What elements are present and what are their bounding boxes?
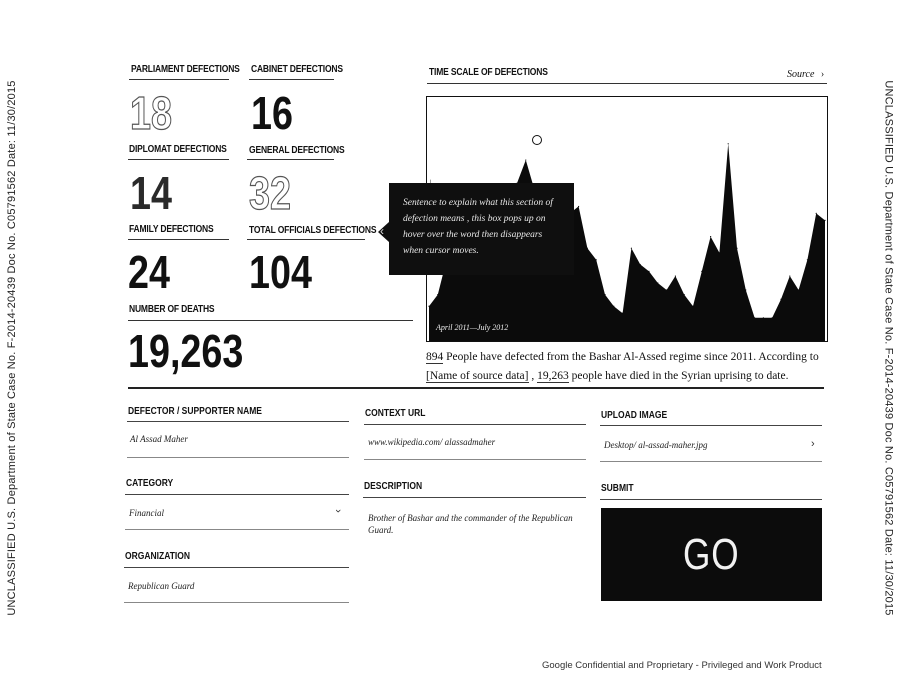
divider [129, 79, 229, 80]
divider [600, 499, 822, 500]
data-point [437, 294, 438, 295]
divider [127, 421, 349, 422]
data-point [684, 294, 685, 295]
field-underline [600, 461, 822, 462]
divider [249, 79, 334, 80]
data-point [719, 252, 720, 253]
field-underline [124, 602, 349, 603]
divider [364, 424, 586, 425]
data-point [754, 317, 755, 318]
submit-label: SUBMIT [601, 483, 634, 494]
go-button-label: GO [683, 529, 740, 579]
data-point [622, 313, 623, 314]
data-point [613, 306, 614, 307]
data-point [657, 282, 658, 283]
context-url-label: CONTEXT URL [365, 408, 426, 419]
divider [247, 239, 365, 240]
chevron-down-icon[interactable]: › [331, 509, 344, 513]
diplomat-defections-label: DIPLOMAT DEFECTIONS [129, 144, 227, 155]
divider [124, 567, 349, 568]
data-point [648, 271, 649, 272]
organization-label: ORGANIZATION [125, 551, 191, 562]
footer-confidential: Google Confidential and Proprietary - Privileged and Work Product [542, 660, 822, 671]
upload-image-label: UPLOAD IMAGE [601, 410, 668, 421]
summary-paragraph [426, 348, 828, 386]
data-point [710, 236, 711, 237]
field-underline [127, 457, 349, 458]
data-point [701, 271, 702, 272]
source-link-label: Source [787, 69, 815, 80]
description-field[interactable]: Brother of Bashar and the commander of the Republican Guard. [368, 513, 573, 535]
parliament-defections-value: 18 [130, 87, 172, 139]
chevron-right-icon: › [820, 69, 825, 80]
chart-title: TIME SCALE OF DEFECTIONS [429, 67, 548, 78]
number-of-deaths-value: 19,263 [128, 325, 244, 377]
data-point [596, 259, 597, 260]
divider [600, 425, 822, 426]
data-point [428, 306, 429, 307]
data-point [728, 143, 729, 144]
number-of-deaths-label: NUMBER OF DEATHS [129, 304, 215, 315]
divider [427, 83, 827, 84]
data-point [780, 299, 781, 300]
defection-count[interactable]: 894 [426, 351, 444, 363]
source-link[interactable] [787, 69, 824, 80]
data-point [631, 248, 632, 249]
field-underline [364, 459, 586, 460]
data-point [745, 289, 746, 290]
divider [128, 320, 413, 321]
data-point [675, 275, 676, 276]
data-point [772, 317, 773, 318]
data-point [798, 289, 799, 290]
summary-text-2: people have died in the Syrian uprising to date. [571, 370, 789, 382]
date-range-label: April 2011—July 2012 [436, 323, 509, 332]
divider [247, 159, 334, 160]
classification-stamp-right: UNCLASSIFIED U.S. Department of State Case No. F-2014-20439 Doc No. C05791562 Date: 11/30/2015 [882, 80, 894, 616]
data-point [807, 259, 808, 260]
data-point [824, 220, 825, 221]
data-point [640, 264, 641, 265]
context-url-field[interactable]: www.wikipedia.com/ alassadmaher [368, 437, 496, 447]
total-officials-defections-label: TOTAL OFFICIALS DEFECTIONS [249, 225, 377, 236]
cabinet-defections-value: 16 [251, 87, 293, 139]
source-data-link[interactable]: [Name of source data] [426, 370, 529, 382]
data-point [736, 248, 737, 249]
data-point [604, 294, 605, 295]
upload-image-field[interactable]: Desktop/ al-assad-maher.jpg [604, 440, 708, 450]
parliament-defections-label: PARLIAMENT DEFECTIONS [131, 64, 240, 75]
divider [128, 159, 229, 160]
cabinet-defections-label: CABINET DEFECTIONS [251, 64, 343, 75]
general-defections-label: GENERAL DEFECTIONS [249, 145, 345, 156]
chevron-left-icon: ‹ [380, 224, 384, 238]
classification-stamp-left: UNCLASSIFIED U.S. Department of State Case No. F-2014-20439 Doc No. C05791562 Date: 11/30/2015 [6, 80, 18, 616]
data-point [666, 289, 667, 290]
highlighted-data-point[interactable] [533, 136, 542, 145]
data-point [578, 206, 579, 207]
data-point [789, 275, 790, 276]
general-defections-value: 32 [249, 167, 291, 219]
go-button[interactable] [601, 508, 822, 601]
chevron-right-icon[interactable]: › [811, 438, 815, 450]
data-point [692, 306, 693, 307]
diplomat-defections-value: 14 [130, 167, 172, 219]
tooltip-text: Sentence to explain what this section of defection means , this box pops up on hover over the word then disappears when cursor moves. [403, 198, 553, 256]
description-label: DESCRIPTION [364, 481, 423, 492]
section-divider [128, 387, 824, 389]
family-defections-label: FAMILY DEFECTIONS [129, 224, 214, 235]
data-point [816, 213, 817, 214]
defector-name-field[interactable]: Al Assad Maher [130, 434, 188, 444]
defector-name-label: DEFECTOR / SUPPORTER NAME [128, 406, 262, 417]
total-officials-defections-value: 104 [249, 246, 312, 298]
summary-text-1: People have defected from the Bashar Al-Assed regime since 2011. According to [446, 351, 819, 363]
data-point [587, 248, 588, 249]
deaths-count[interactable]: 19,263 [537, 370, 569, 382]
data-point [525, 159, 526, 160]
category-label: CATEGORY [126, 478, 174, 489]
summary-separator: , [531, 370, 535, 382]
hover-tooltip [389, 183, 574, 275]
divider [363, 497, 586, 498]
divider [128, 239, 229, 240]
family-defections-value: 24 [128, 246, 170, 298]
organization-field[interactable]: Republican Guard [128, 581, 195, 591]
divider [125, 494, 349, 495]
field-underline [125, 529, 349, 530]
category-select[interactable]: Financial [129, 508, 164, 518]
data-point [763, 317, 764, 318]
